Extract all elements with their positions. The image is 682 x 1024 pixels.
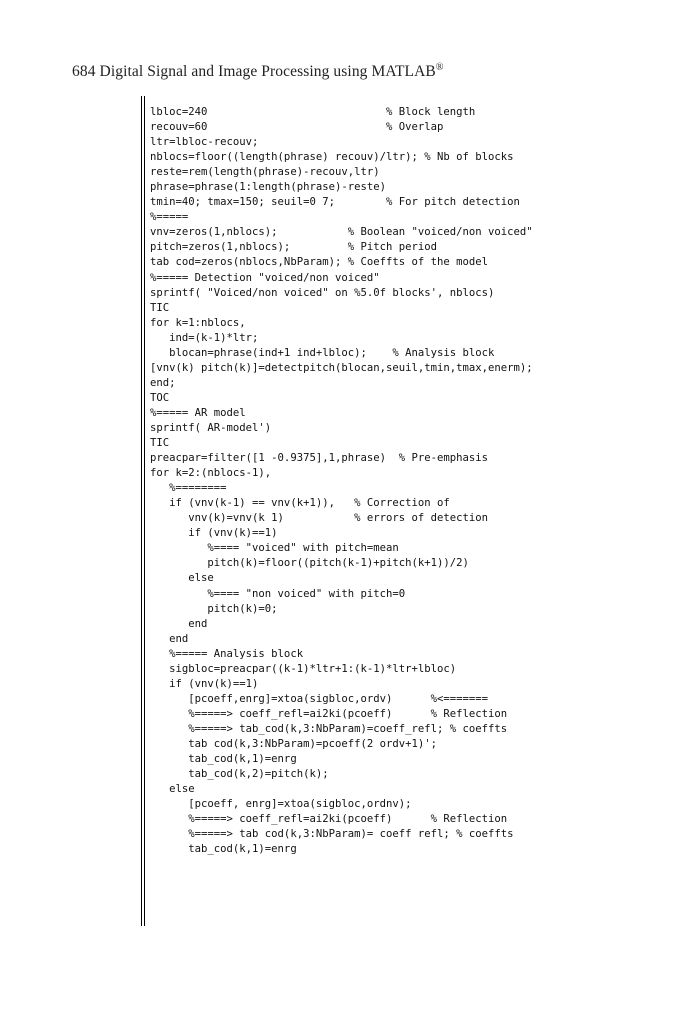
code-line: if (vnv(k)==1) [150, 677, 259, 690]
code-margin-rule [141, 96, 145, 926]
code-line: vnv=zeros(1,nblocs); % Boolean "voiced/non voiced" [150, 226, 533, 239]
code-line: for k=1:nblocs, [150, 316, 246, 329]
code-line: %==== "voiced" with pitch=mean [150, 542, 399, 555]
code-line: %===== [150, 211, 189, 224]
code-line: tab cod(k,3:NbParam)=pcoeff(2 ordv+1)'; [150, 737, 438, 750]
code-line: if (vnv(k)==1) [150, 527, 278, 540]
code-line: end [150, 617, 208, 630]
code-line: tab_cod(k,1)=enrg [150, 843, 297, 856]
code-line: phrase=phrase(1:length(phrase)-reste) [150, 181, 386, 194]
code-line: reste=rem(length(phrase)-recouv,ltr) [150, 166, 380, 179]
code-line: %=====> coeff_refl=ai2ki(pcoeff) % Reflection [150, 813, 508, 826]
code-line: nblocs=floor((length(phrase) recouv)/ltr); % Nb of blocks [150, 151, 514, 164]
code-line: [pcoeff,enrg]=xtoa(sigbloc,ordv) %<======= [150, 692, 489, 705]
registered-mark: ® [435, 62, 444, 73]
code-line: [vnv(k) pitch(k)]=detectpitch(blocan,seuil,tmin,tmax,enerm); [150, 361, 533, 374]
code-line: end [150, 632, 189, 645]
code-line: %=====> coeff_refl=ai2ki(pcoeff) % Reflection [150, 707, 508, 720]
code-line: %===== Analysis block [150, 647, 304, 660]
code-line: TIC [150, 437, 170, 450]
code-line: %=====> tab cod(k,3:NbParam)= coeff refl; % coeffts [150, 828, 514, 841]
code-line: sigbloc=preacpar((k-1)*ltr+1:(k-1)*ltr+lbloc) [150, 662, 457, 675]
code-line: %=====> tab_cod(k,3:NbParam)=coeff_refl; % coeffts [150, 722, 508, 735]
code-line: %======== [150, 482, 227, 495]
code-line: sprintf( AR-model') [150, 421, 272, 434]
code-line: ind=(k-1)*ltr; [150, 331, 259, 344]
code-line: else [150, 783, 195, 796]
code-line: else [150, 572, 214, 585]
code-line: for k=2:(nblocs-1), [150, 467, 272, 480]
code-line: recouv=60 % Overlap [150, 121, 444, 134]
running-head [72, 62, 444, 81]
code-line: tab_cod(k,2)=pitch(k); [150, 768, 329, 781]
code-line: if (vnv(k-1) == vnv(k+1)), % Correction of [150, 497, 450, 510]
code-line: lbloc=240 % Block length [150, 106, 476, 118]
code-line: TOC [150, 391, 170, 404]
code-line: pitch(k)=0; [150, 602, 278, 615]
code-line: [pcoeff, enrg]=xtoa(sigbloc,ordnv); [150, 798, 412, 811]
code-line: %===== AR model [150, 406, 246, 419]
code-line: pitch(k)=floor((pitch(k-1)+pitch(k+1))/2) [150, 557, 469, 570]
code-line: sprintf( "Voiced/non voiced" on %5.0f blocks', nblocs) [150, 286, 495, 299]
code-line: ltr=lbloc-recouv; [150, 136, 259, 149]
code-line: tab_cod(k,1)=enrg [150, 753, 297, 766]
code-line: TIC [150, 301, 170, 314]
code-line: end; [150, 376, 176, 389]
code-listing [150, 105, 533, 857]
running-head-text: 684 Digital Signal and Image Processing using MATLAB [72, 63, 436, 81]
code-line: tmin=40; tmax=150; seuil=0 7; % For pitch detection [150, 196, 520, 209]
code-line: vnv(k)=vnv(k 1) % errors of detection [150, 512, 489, 525]
code-line: tab cod=zeros(nblocs,NbParam); % Coeffts of the model [150, 256, 489, 269]
code-line: %===== Detection "voiced/non voiced" [150, 271, 380, 284]
code-line: %==== "non voiced" with pitch=0 [150, 587, 406, 600]
code-line: blocan=phrase(ind+1 ind+lbloc); % Analysis block [150, 346, 495, 359]
code-line: pitch=zeros(1,nblocs); % Pitch period [150, 241, 438, 254]
code-line: preacpar=filter([1 -0.9375],1,phrase) % Pre-emphasis [150, 452, 489, 465]
